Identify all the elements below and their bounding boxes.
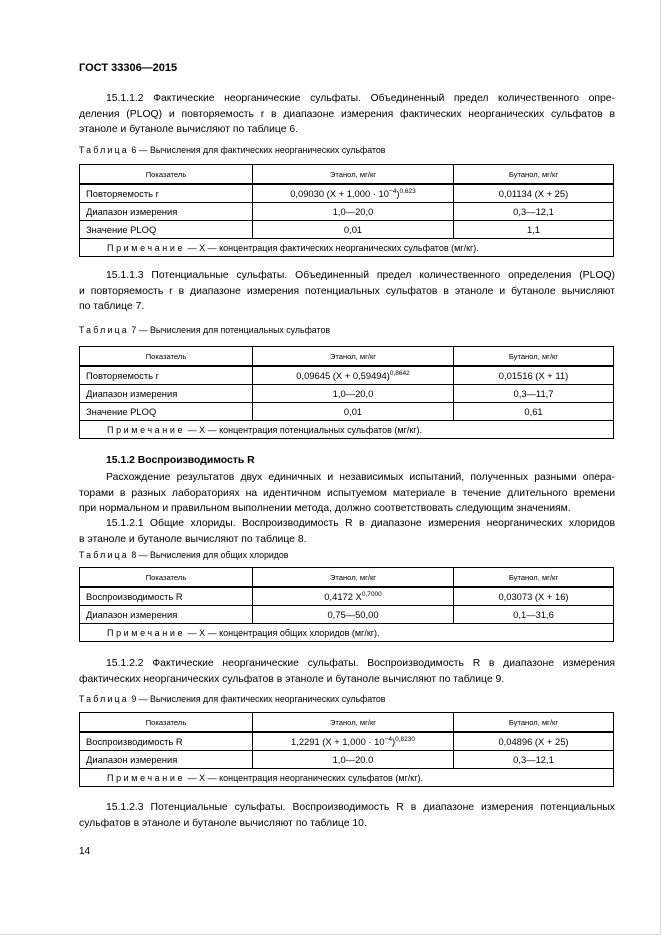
column-header: Бутанол, мг/кг [454, 165, 614, 185]
paragraph-line: при нормальном и правильном выполнении метода, должно соответствовать следующим значениям. [79, 503, 571, 514]
paragraph-line: 15.1.2.2 Фактические неорганические сульфаты. Воспроизводимость R в диапазоне измерения [106, 658, 615, 669]
paragraph-15-1-1-2 [79, 91, 615, 138]
section-heading: 15.1.2 Воспроизводимость R [106, 455, 255, 466]
column-header: Бутанол, мг/кг [454, 568, 614, 588]
table-9 [79, 712, 614, 787]
document-header: ГОСТ 33306—2015 [79, 62, 178, 74]
table-cell: 0,01 [253, 403, 454, 421]
table-note: Примечание — X — концентрация фактических неорганических сульфатов (мг/кг). [80, 239, 614, 257]
table-cell: Повторяемость r [80, 184, 253, 203]
column-header: Этанол, мг/кг [253, 165, 454, 185]
table-note: Примечание — X — концентрация неорганических сульфатов (мг/кг). [80, 769, 614, 787]
table-cell: Значение PLOQ [80, 221, 253, 239]
table-note-row [80, 769, 614, 787]
paragraph-line: сульфатов в этаноле и бутаноле вычисляют по таблице 10. [79, 817, 367, 829]
table-cell: 1,1 [454, 221, 614, 239]
table-cell: 0,04896 (X + 25) [454, 732, 614, 751]
column-header: Этанол, мг/кг [253, 347, 454, 367]
table-cell: Повторяемость r [80, 366, 253, 385]
table-9-caption: Таблица 9 — Вычисления для фактических неорганических сульфатов [79, 694, 386, 704]
table-cell: Воспроизводимость R [80, 732, 253, 751]
column-header: Показатель [80, 568, 253, 588]
table-6-caption: Таблица 6 — Вычисления для фактических неорганических сульфатов [79, 145, 386, 155]
table-note: Примечание — X — концентрация потенциальных сульфатов (мг/кг). [80, 421, 614, 439]
table-row [80, 366, 614, 385]
column-header: Бутанол, мг/кг [454, 713, 614, 733]
table-cell: 0,3—12,1 [454, 203, 614, 221]
table-7 [79, 346, 614, 439]
table-cell: 0,03073 (X + 16) [454, 587, 614, 606]
column-header: Этанол, мг/кг [253, 713, 454, 733]
paragraph-line: торами в разных лабораториях на идентичном испытуемом материале в течение длительного времени [79, 487, 615, 499]
table-8-caption: Таблица 8 — Вычисления для общих хлоридов [79, 550, 289, 560]
formula-cell: 0,09030 $(X + 1,000 \cdot 10^{-4})^{0,623}$ [253, 184, 454, 203]
table-note-row [80, 421, 614, 439]
table-cell: 0,01 [253, 221, 454, 239]
paragraph-reproducibility-intro [79, 470, 615, 517]
table-6 [79, 164, 614, 257]
table-row [80, 221, 614, 239]
table-cell: 1,0—20.0 [253, 751, 454, 769]
table-row [80, 587, 614, 606]
table-row [80, 403, 614, 421]
table-cell: Диапазон измерения [80, 385, 253, 403]
paragraph-line: фактических неорганических сульфатов в этаноле и бутаноле вычисляют по таблице 9. [79, 673, 505, 685]
paragraph-15-1-2-1 [79, 516, 615, 547]
table-cell: 0,1—31,6 [454, 606, 614, 624]
page-number: 14 [79, 846, 91, 857]
table-row [80, 751, 614, 769]
table-note: Примечание — X — концентрация общих хлоридов (мг/кг). [80, 624, 614, 642]
table-cell: 0,3—12,1 [454, 751, 614, 769]
table-7-caption: Таблица 7 — Вычисления для потенциальных сульфатов [79, 325, 331, 335]
table-cell: Значение PLOQ [80, 403, 253, 421]
table-row [80, 606, 614, 624]
table-cell: 0,61 [454, 403, 614, 421]
paragraph-15-1-2-2 [79, 656, 615, 687]
table-row [80, 184, 614, 203]
paragraph-line: и повторяемость r в диапазоне измерения потенциальных сульфатов в этаноле и бутаноле вычисляют [79, 285, 615, 297]
table-row [80, 732, 614, 751]
paragraph-line: 15.1.1.3 Потенциальные сульфаты. Объединенный предел количественного определения (PLOQ) [106, 270, 615, 281]
formula-cell: 1,2291 $(X + 1,000 \cdot 10^{-4})^{0,8230}$ [253, 732, 454, 751]
paragraph-line: 15.1.2.1 Общие хлориды. Воспроизводимость R в диапазоне измерения неорганических хлоридов [106, 518, 615, 529]
table-cell: Диапазон измерения [80, 751, 253, 769]
paragraph-15-1-1-3 [79, 268, 615, 315]
paragraph-line: по таблице 7. [79, 301, 145, 312]
paragraph-line: 15.1.2.3 Потенциальные сульфаты. Воспроизводимость R в диапазоне измерения потенциальных [106, 802, 615, 813]
table-cell: 1,0—20,0 [253, 385, 454, 403]
formula-cell: 0,4172 $X^{0,7000}$ [253, 587, 454, 606]
paragraph-line: Расхождение результатов двух единичных и независимых испытаний, полученных разными опера- [106, 472, 615, 483]
table-cell: 1,0—20,0 [253, 203, 454, 221]
column-header: Показатель [80, 165, 253, 185]
paragraph-line: деления (PLOQ) и повторяемость r в диапазоне измерения фактических неорганических сульфатов в [79, 108, 615, 120]
formula-cell: 0,09645 $(X + 0,59494)^{0,8642}$ [253, 366, 454, 385]
column-header: Показатель [80, 713, 253, 733]
table-cell: Воспроизводимость R [80, 587, 253, 606]
paragraph-line: 15.1.1.2 Фактические неорганические сульфаты. Объединенный предел количественного опре- [106, 93, 615, 104]
table-cell: 0,01134 (X + 25) [454, 184, 614, 203]
table-row [80, 203, 614, 221]
column-header: Этанол, мг/кг [253, 568, 454, 588]
table-cell: Диапазон измерения [80, 203, 253, 221]
table-note-row [80, 239, 614, 257]
table-8 [79, 567, 614, 642]
paragraph-line: этаноле и бутаноле вычисляют по таблице 6. [79, 124, 299, 135]
paragraph-line: в этаноле и бутаноле вычисляют по таблице 8. [79, 533, 307, 545]
table-note-row [80, 624, 614, 642]
table-cell: 0,01516 (X + 11) [454, 366, 614, 385]
column-header: Бутанол, мг/кг [454, 347, 614, 367]
column-header: Показатель [80, 347, 253, 367]
paragraph-15-1-2-3 [79, 800, 615, 831]
table-cell: 0,75—50,00 [253, 606, 454, 624]
table-cell: Диапазон измерения [80, 606, 253, 624]
table-row [80, 385, 614, 403]
table-cell: 0,3—11,7 [454, 385, 614, 403]
